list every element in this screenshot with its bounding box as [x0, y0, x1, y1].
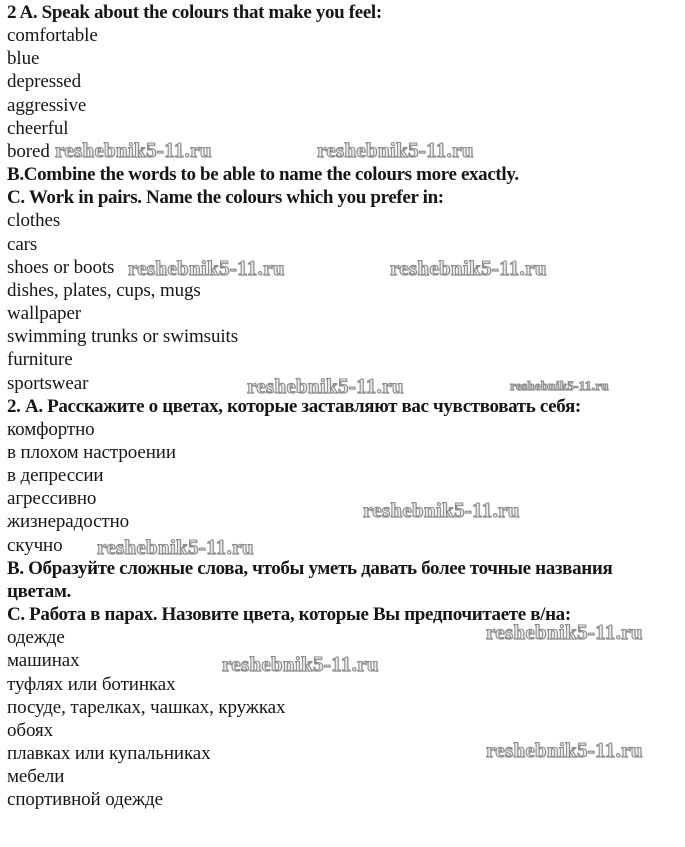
watermark-text: reshebnik5-11.ru	[363, 498, 520, 522]
heading-line: 2 A. Speak about the colours that make you feel:	[7, 2, 382, 23]
watermark-text: reshebnik5-11.ru	[486, 620, 643, 644]
heading-line: С. Работа в парах. Назовите цвета, которые Вы предпочитаете в/на:	[7, 604, 571, 626]
text-line: комфортно	[7, 418, 95, 440]
text-line: мебели	[7, 766, 65, 788]
text-lines	[7, 1, 683, 811]
text-line: скучно	[7, 534, 63, 556]
text-line: shoes or boots	[7, 256, 115, 278]
heading-line: 2. А. Расскажите о цветах, которые заставляют вас чувствовать себя:	[7, 395, 581, 417]
text-line: comfortable	[7, 25, 98, 47]
heading-line: В. Образуйте сложные слова, чтобы уметь давать более точные названия	[7, 557, 613, 579]
watermark-text: reshebnik5-11.ru	[128, 256, 285, 280]
text-line: одежде	[7, 627, 65, 649]
watermark-text: reshebnik5-11.ru	[317, 138, 474, 162]
text-line: aggressive	[7, 94, 87, 116]
text-line: плавках или купальниках	[7, 743, 211, 764]
text-line: cars	[7, 233, 38, 255]
text-line: clothes	[7, 210, 61, 232]
watermark-text: reshebnik5-11.ru	[222, 652, 379, 676]
watermark-text: reshebnik5-11.ru	[247, 374, 404, 398]
text-line: dishes, plates, cups, mugs	[7, 279, 201, 301]
text-line: машинах	[7, 650, 80, 672]
text-line: sportswear	[7, 372, 89, 394]
text-line: wallpaper	[7, 303, 82, 325]
heading-line: B.Combine the words to be able to name the colours more exactly.	[7, 164, 519, 186]
text-line: furniture	[7, 349, 73, 371]
text-line: в плохом настроении	[7, 441, 176, 463]
watermark-text: reshebnik5-11.ru	[390, 256, 547, 280]
text-line: cheerful	[7, 117, 69, 139]
text-line: туфлях или ботинках	[7, 673, 176, 695]
text-line: depressed	[7, 71, 82, 93]
heading-line: цветам.	[7, 580, 71, 602]
watermark-text: reshebnik5-11.ru	[486, 738, 643, 762]
watermark-text: reshebnik5-11.ru	[97, 535, 254, 559]
watermark-text: reshebnik5-11.ru	[510, 378, 609, 393]
heading-line: C. Work in pairs. Name the colours which you prefer in:	[7, 187, 444, 209]
text-line: жизнерадостно	[7, 511, 130, 533]
text-line: bored	[7, 140, 50, 162]
text-line: агрессивно	[7, 488, 97, 510]
text-line: в депрессии	[7, 465, 104, 487]
text-line: blue	[7, 48, 40, 70]
text-line: спортивной одежде	[7, 789, 163, 811]
text-line: обоях	[7, 719, 54, 741]
watermark-text: reshebnik5-11.ru	[55, 138, 212, 162]
text-line: swimming trunks or swimsuits	[7, 326, 239, 348]
text-line: посуде, тарелках, чашках, кружках	[7, 696, 286, 718]
